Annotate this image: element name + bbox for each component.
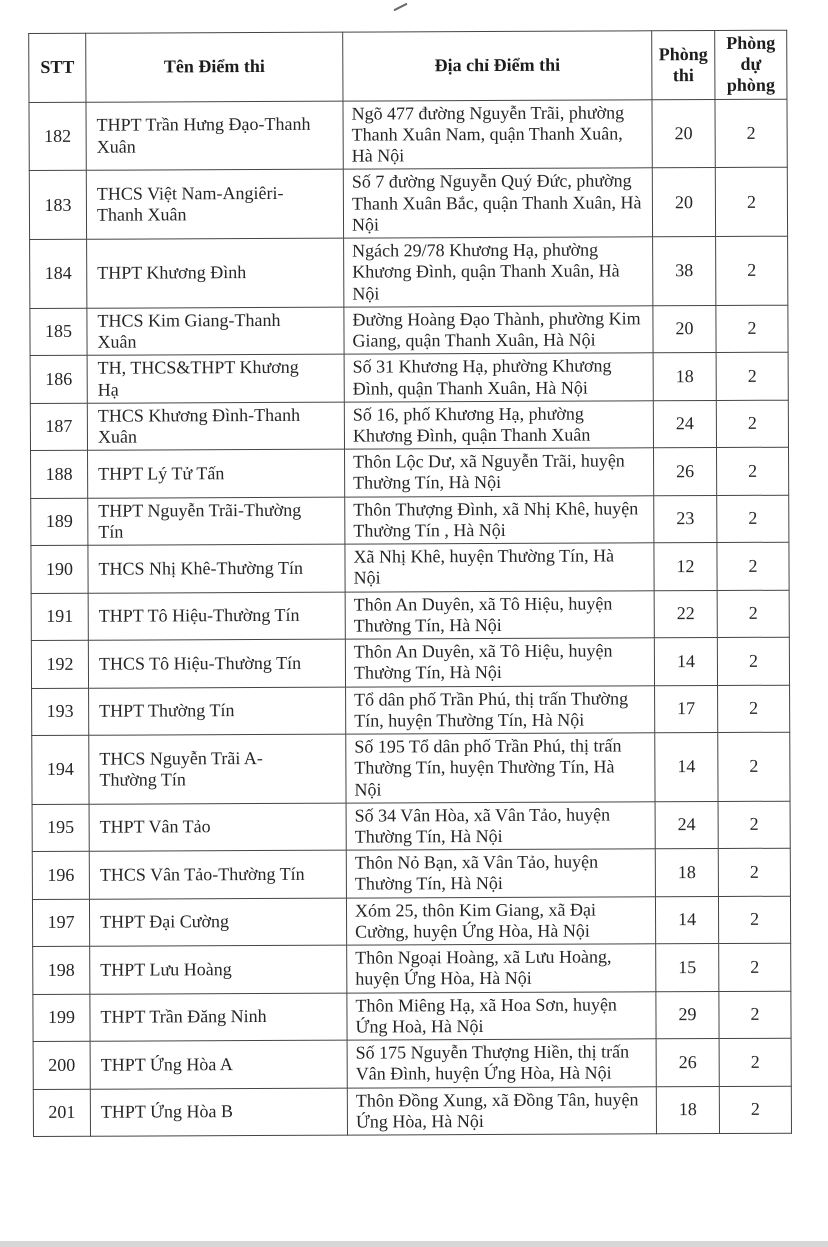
table-row <box>30 236 788 308</box>
cell-stt: 189 <box>31 498 88 546</box>
cell-stt: 200 <box>33 1041 90 1089</box>
cell-stt: 182 <box>29 102 86 171</box>
cell-exam-rooms: 26 <box>653 448 716 496</box>
cell-backup-rooms: 2 <box>719 1086 791 1134</box>
cell-site-name: THPT Lưu Hoàng <box>90 945 347 994</box>
cell-site-name: THCS Nguyễn Trãi A-Thường Tín <box>89 734 346 804</box>
cell-exam-rooms: 20 <box>653 305 716 353</box>
cell-backup-rooms: 2 <box>715 99 787 168</box>
table-header <box>29 30 787 102</box>
cell-exam-rooms: 18 <box>655 849 718 897</box>
cell-backup-rooms: 2 <box>718 848 790 896</box>
table-row <box>32 848 790 899</box>
cell-site-name: THPT Trần Hưng Đạo-Thanh Xuân <box>86 101 343 171</box>
cell-stt: 186 <box>30 356 87 404</box>
table-row <box>33 1038 791 1089</box>
cell-exam-rooms: 29 <box>656 991 719 1039</box>
header-row <box>29 30 787 102</box>
cell-site-address: Số 195 Tổ dân phố Trần Phú, thị trấn Thường Tín, huyện Thường Tín, Hà Nội <box>346 733 655 803</box>
exam-sites-table <box>28 30 792 1137</box>
table-row <box>29 168 787 240</box>
cell-site-address: Thôn Đồng Xung, xã Đồng Tân, huyện Ứng Hòa, Hà Nội <box>347 1086 656 1135</box>
cell-site-address: Xã Nhị Khê, huyện Thường Tín, Hà Nội <box>345 543 654 592</box>
cell-site-name: THCS Kim Giang-Thanh Xuân <box>87 307 344 356</box>
cell-backup-rooms: 2 <box>717 542 789 590</box>
cell-backup-rooms: 2 <box>719 943 791 991</box>
cell-site-name: THPT Ứng Hòa B <box>90 1088 347 1137</box>
cell-stt: 194 <box>32 735 89 804</box>
table-row <box>32 685 790 736</box>
table-row <box>31 637 789 688</box>
cell-site-name: THCS Khương Đình-Thanh Xuân <box>87 402 344 451</box>
cell-site-address: Thôn Nỏ Bạn, xã Vân Tảo, huyện Thường Tín, Hà Nội <box>346 849 655 898</box>
cell-stt: 187 <box>30 403 87 451</box>
cell-exam-rooms: 12 <box>654 543 717 591</box>
cell-site-name: THCS Vân Tảo-Thường Tín <box>89 850 346 899</box>
cell-backup-rooms: 2 <box>718 896 790 944</box>
cell-stt: 201 <box>33 1089 90 1137</box>
cell-exam-rooms: 18 <box>656 1086 719 1134</box>
cell-stt: 192 <box>31 640 88 688</box>
table-row <box>33 1086 791 1137</box>
table-row <box>32 732 790 804</box>
cell-backup-rooms: 2 <box>717 637 789 685</box>
cell-exam-rooms: 17 <box>655 685 718 733</box>
cell-backup-rooms: 2 <box>716 352 788 400</box>
document-content <box>33 33 792 1137</box>
cell-site-address: Số 34 Vân Hòa, xã Vân Tảo, huyện Thường Tín, Hà Nội <box>346 802 655 851</box>
cell-backup-rooms: 2 <box>718 801 790 849</box>
cell-backup-rooms: 2 <box>716 236 788 305</box>
cell-site-name: THPT Trần Đăng Ninh <box>90 993 347 1042</box>
cell-site-address: Số 31 Khương Hạ, phường Khương Đình, quận Thanh Xuân, Hà Nội <box>344 353 653 402</box>
cell-site-name: TH, THCS&THPT Khương Hạ <box>87 354 344 403</box>
cell-backup-rooms: 2 <box>718 685 790 733</box>
cell-backup-rooms: 2 <box>716 305 788 353</box>
cell-site-name: THPT Lý Tử Tấn <box>88 449 345 498</box>
table-body <box>29 99 792 1137</box>
cell-backup-rooms: 2 <box>718 732 790 801</box>
cell-exam-rooms: 14 <box>655 733 718 802</box>
cell-site-name: THPT Vân Tảo <box>89 803 346 852</box>
cell-backup-rooms: 2 <box>715 168 787 237</box>
table-row <box>33 991 791 1042</box>
cell-site-address: Số 16, phố Khương Hạ, phường Khương Đình, quận Thanh Xuân <box>344 401 653 450</box>
header-backup-rooms: Phòng dự phòng <box>715 30 787 99</box>
cell-exam-rooms: 20 <box>652 99 715 168</box>
cell-stt: 197 <box>32 899 89 947</box>
cell-backup-rooms: 2 <box>717 590 789 638</box>
cell-exam-rooms: 20 <box>652 168 715 237</box>
cell-site-name: THCS Nhị Khê-Thường Tín <box>88 544 345 593</box>
table-row <box>31 542 789 593</box>
cell-site-name: THPT Khương Đình <box>87 238 344 308</box>
cell-stt: 193 <box>32 688 89 736</box>
table-row <box>32 896 790 947</box>
cell-site-address: Ngách 29/78 Khương Hạ, phường Khương Đình, quận Thanh Xuân, Hà Nội <box>344 237 653 307</box>
cell-exam-rooms: 14 <box>654 638 717 686</box>
cell-site-address: Thôn Lộc Dư, xã Nguyễn Trãi, huyện Thường Tín, Hà Nội <box>345 448 654 497</box>
cell-backup-rooms: 2 <box>719 991 791 1039</box>
cell-site-address: Tổ dân phố Trần Phú, thị trấn Thường Tín, huyện Thường Tín, Hà Nội <box>346 685 655 734</box>
header-site-address: Địa chỉ Điểm thi <box>343 31 652 101</box>
table-row <box>33 943 791 994</box>
cell-backup-rooms: 2 <box>716 447 788 495</box>
cell-stt: 196 <box>32 851 89 899</box>
cell-exam-rooms: 24 <box>653 400 716 448</box>
cell-site-address: Xóm 25, thôn Kim Giang, xã Đại Cường, huyện Ứng Hòa, Hà Nội <box>346 896 655 945</box>
cell-site-address: Số 175 Nguyễn Thượng Hiền, thị trấn Vân Đình, huyện Ứng Hòa, Hà Nội <box>347 1039 656 1088</box>
cell-site-address: Số 7 đường Nguyễn Quý Đức, phường Thanh Xuân Bắc, quận Thanh Xuân, Hà Nội <box>343 168 652 238</box>
table-row <box>31 495 789 546</box>
cell-stt: 188 <box>31 450 88 498</box>
cell-backup-rooms: 2 <box>716 400 788 448</box>
cell-site-name: THPT Ứng Hòa A <box>90 1040 347 1089</box>
cell-stt: 199 <box>33 994 90 1042</box>
table-row <box>32 801 790 852</box>
cell-site-address: Thôn Thượng Đình, xã Nhị Khê, huyện Thường Tín , Hà Nội <box>345 495 654 544</box>
cell-site-name: THPT Thường Tín <box>89 687 346 736</box>
table-row <box>31 447 789 498</box>
cell-site-name: THPT Nguyễn Trãi-Thường Tín <box>88 497 345 546</box>
cell-exam-rooms: 15 <box>656 944 719 992</box>
header-site-name: Tên Điểm thi <box>86 32 343 102</box>
cell-exam-rooms: 22 <box>654 590 717 638</box>
cell-site-name: THPT Đại Cường <box>89 898 346 947</box>
cell-backup-rooms: 2 <box>717 495 789 543</box>
table-row <box>29 99 787 171</box>
cell-site-address: Thôn Ngoại Hoàng, xã Lưu Hoàng, huyện Ứng Hòa, Hà Nội <box>347 944 656 993</box>
cell-site-name: THCS Việt Nam-Angiêri- Thanh Xuân <box>86 170 343 240</box>
header-exam-rooms: Phòng thi <box>652 31 715 100</box>
cell-stt: 191 <box>31 593 88 641</box>
cell-stt: 198 <box>33 946 90 994</box>
cell-exam-rooms: 26 <box>656 1039 719 1087</box>
cell-stt: 185 <box>30 308 87 356</box>
scanner-edge-artifact <box>0 1241 828 1247</box>
cell-exam-rooms: 38 <box>653 237 716 306</box>
cell-stt: 190 <box>31 545 88 593</box>
table-row <box>30 352 788 403</box>
cell-exam-rooms: 23 <box>654 495 717 543</box>
cell-site-address: Thôn An Duyên, xã Tô Hiệu, huyện Thường Tín, Hà Nội <box>345 590 654 639</box>
cell-site-address: Ngõ 477 đường Nguyễn Trãi, phường Thanh Xuân Nam, quận Thanh Xuân, Hà Nội <box>343 99 652 169</box>
cell-exam-rooms: 18 <box>653 353 716 401</box>
cell-site-address: Đường Hoàng Đạo Thành, phường Kim Giang, quận Thanh Xuân, Hà Nội <box>344 306 653 355</box>
cell-site-name: THPT Tô Hiệu-Thường Tín <box>88 592 345 641</box>
table-row <box>30 305 788 356</box>
cell-stt: 183 <box>29 171 86 240</box>
cell-stt: 184 <box>30 239 87 308</box>
table-row <box>31 590 789 641</box>
cell-site-name: THCS Tô Hiệu-Thường Tín <box>88 639 345 688</box>
cell-exam-rooms: 14 <box>655 896 718 944</box>
table-row <box>30 400 788 451</box>
cell-site-address: Thôn An Duyên, xã Tô Hiệu, huyện Thường Tín, Hà Nội <box>345 638 654 687</box>
cell-exam-rooms: 24 <box>655 801 718 849</box>
cell-backup-rooms: 2 <box>719 1038 791 1086</box>
cell-stt: 195 <box>32 804 89 852</box>
scan-artifact-mark <box>393 3 407 12</box>
header-stt: STT <box>29 33 86 102</box>
cell-site-address: Thôn Miêng Hạ, xã Hoa Sơn, huyện Ứng Hoà, Hà Nội <box>347 991 656 1040</box>
